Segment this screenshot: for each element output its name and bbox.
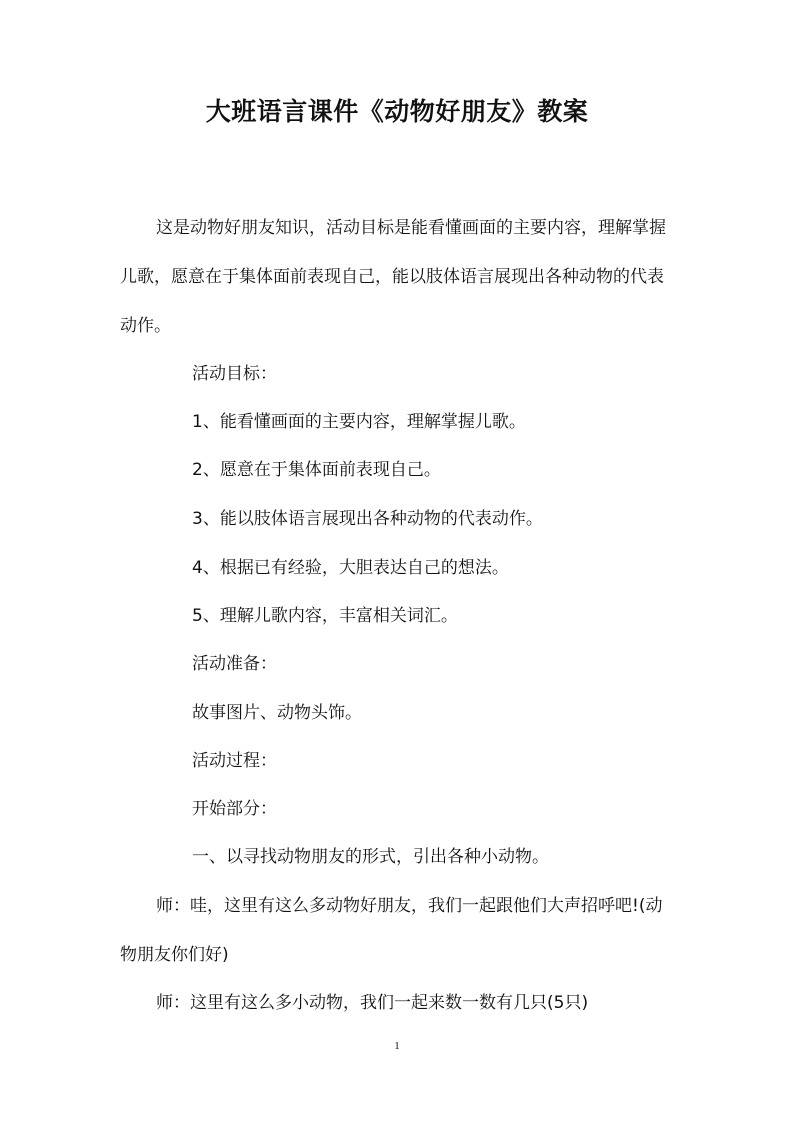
goal-item-4: 4、根据已有经验，大胆表达自己的想法。 [192,558,509,578]
goal-item-5: 5、理解儿歌内容，丰富相关词汇。 [192,606,458,626]
document-title: 大班语言课件《动物好朋友》教案 [205,97,589,126]
prep-text: 故事图片、动物头饰。 [192,703,362,723]
teacher-line-2: 师：这里有这么多小动物，我们一起来数一数有几只(5只) [156,993,589,1013]
page-number: 1 [394,1040,400,1052]
prep-heading: 活动准备： [192,654,277,674]
goal-item-2: 2、愿意在于集体面前表现自己。 [192,460,441,480]
step-1-text: 一、以寻找动物朋友的形式，引出各种小动物。 [192,847,549,867]
intro-paragraph: 这是动物好朋友知识，活动目标是能看懂画面的主要内容，理解掌握儿歌，愿意在于集体面前表现自己，能以肢体语言展现出各种动物的代表动作。 [120,218,666,336]
process-heading: 活动过程： [192,751,277,771]
start-heading: 开始部分： [192,799,277,819]
goals-heading: 活动目标： [192,364,277,384]
goal-item-1: 1、能看懂画面的主要内容，理解掌握儿歌。 [192,412,526,432]
teacher-line-1: 师：哇，这里有这么多动物好朋友，我们一起跟他们大声招呼吧!(动物朋友你们好) [120,896,663,965]
goal-item-3: 3、能以肢体语言展现出各种动物的代表动作。 [192,509,543,529]
